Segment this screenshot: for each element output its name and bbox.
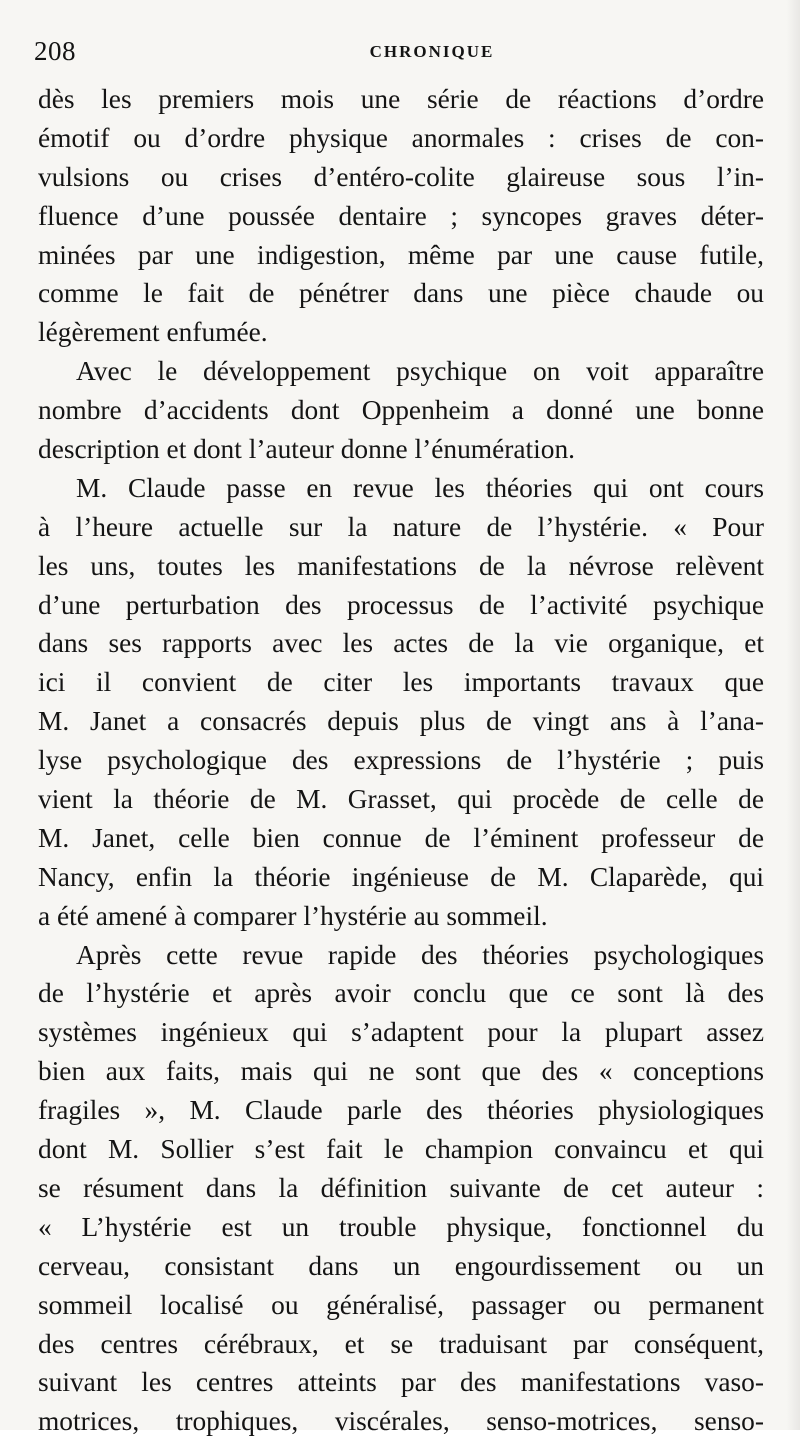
text-line: comme le fait de pénétrer dans une pièce chaude ou xyxy=(38,278,764,309)
text-line: M. Janet, celle bien connue de l’éminent professeur de xyxy=(38,822,764,853)
text-line: description et dont l’auteur donne l’énumération. xyxy=(38,434,575,465)
text-line: M. Claude passe en revue les théories qui ont cours xyxy=(76,472,764,503)
text-line: Avec le développement psychique on voit apparaître xyxy=(76,356,764,387)
text-line: « L’hystérie est un trouble physique, fonctionnel du xyxy=(38,1211,764,1242)
text-line: fluence d’une poussée dentaire ; syncopes graves déter- xyxy=(38,200,764,231)
text-line: cerveau, consistant dans un engourdissement ou un xyxy=(38,1250,764,1281)
page-number: 208 xyxy=(34,36,76,66)
text-line: lyse psychologique des expressions de l’hystérie ; puis xyxy=(38,745,764,776)
running-head: CHRONIQUE xyxy=(369,42,495,61)
text-line: ici il convient de citer les importants travaux que xyxy=(38,667,764,698)
text-line: d’une perturbation des processus de l’activité psychique xyxy=(38,589,764,620)
text-line: suivant les centres atteints par des manifestations vaso- xyxy=(38,1367,764,1398)
text-line: nombre d’accidents dont Oppenheim a donné une bonne xyxy=(38,395,764,426)
text-line: vient la théorie de M. Grasset, qui procède de celle de xyxy=(38,784,764,815)
text-line: légèrement enfumée. xyxy=(38,317,268,348)
text-line: dont M. Sollier s’est fait le champion convaincu et qui xyxy=(38,1134,764,1165)
text-line: à l’heure actuelle sur la nature de l’hystérie. « Pour xyxy=(38,511,764,542)
text-line: sommeil localisé ou généralisé, passager ou permanent xyxy=(38,1289,764,1320)
text-line: M. Janet a consacrés depuis plus de vingt ans à l’ana- xyxy=(38,706,764,737)
text-line: de l’hystérie et après avoir conclu que ce sont là des xyxy=(38,978,764,1009)
text-line: se résument dans la définition suivante de cet auteur : xyxy=(38,1172,764,1203)
text-line: fragiles », M. Claude parle des théories physiologiques xyxy=(38,1095,764,1126)
text-line: les uns, toutes les manifestations de la névrose relèvent xyxy=(38,550,764,581)
text-line: des centres cérébraux, et se traduisant par conséquent, xyxy=(38,1328,764,1359)
text-line: dès les premiers mois une série de réactions d’ordre xyxy=(38,84,764,114)
text-line: bien aux faits, mais qui ne sont que des « conceptions xyxy=(38,1056,764,1087)
text-line: Après cette revue rapide des théories psychologiques xyxy=(76,939,764,970)
text-line: minées par une indigestion, même par une cause futile, xyxy=(38,239,764,270)
page-edge-shadow xyxy=(786,0,800,1430)
text-line: systèmes ingénieux qui s’adaptent pour la plupart assez xyxy=(38,1017,764,1048)
body-text xyxy=(38,80,764,1441)
text-line: dans ses rapports avec les actes de la vie organique, et xyxy=(38,628,764,659)
text-line: motrices, trophiques, viscérales, senso-motrices, senso- xyxy=(38,1406,764,1437)
page-header xyxy=(34,34,760,74)
text-line: émotif ou d’ordre physique anormales : crises de con- xyxy=(38,122,764,153)
text-line: vulsions ou crises d’entéro-colite glaireuse sous l’in- xyxy=(38,161,764,192)
text-line: Nancy, enfin la théorie ingénieuse de M. Claparède, qui xyxy=(38,861,764,892)
text-line: a été amené à comparer l’hystérie au sommeil. xyxy=(38,900,548,931)
